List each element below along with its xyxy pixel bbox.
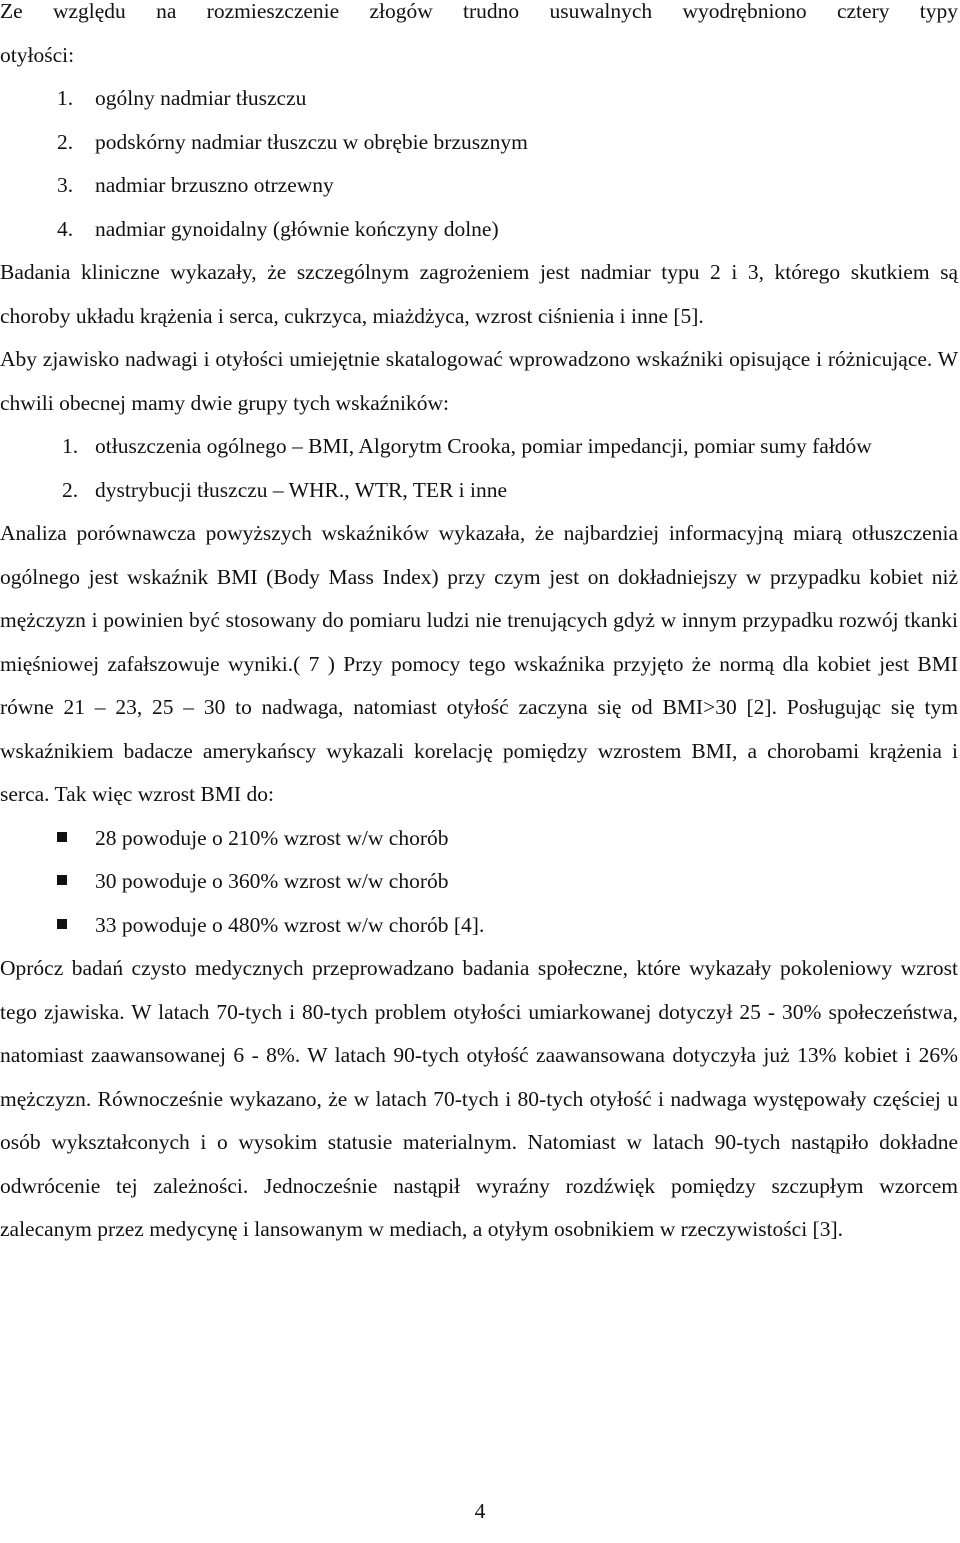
list-text: 33 powoduje o 480% wzrost w/w chorób [4]. bbox=[95, 912, 485, 937]
list-item bbox=[0, 469, 958, 513]
list-item bbox=[0, 860, 958, 904]
list-number: 1. bbox=[62, 434, 79, 458]
list-item bbox=[0, 121, 958, 165]
list-item bbox=[0, 77, 958, 121]
square-bullet-icon bbox=[0, 860, 95, 904]
bmi-effects-list bbox=[0, 817, 958, 948]
paragraph-social: Oprócz badań czysto medycznych przeprowadzano badania społeczne, które wykazały pokoleniowy wzrost tego zjawiska. W latach 70-tych i 80-tych problem otyłości umiarkowanej dotyczył 25 - 30% społeczeństwa, natomiast zaawansowanej 6 - 8%. W latach 90-tych otyłość zaawansowana dotyczyła już 13% kobiet i 26% mężczyzn. Równocześnie wykazano, że w latach 70-tych i 80-tych otyłość i nadwaga występowały częściej u osób wykształconych i o wysokim statusie materialnym. Natomiast w latach 90-tych nastąpiło dokładne odwrócenie tej zależności. Jednocześnie nastąpił wyraźny rozdźwięk pomiędzy szczupłym wzorcem zalecanym przez medycynę i lansowanym w mediach, a otyłym osobnikiem w rzeczywistości [3]. bbox=[0, 956, 958, 1241]
intro-line-1: Ze względu na rozmieszczenie złogów trudno usuwalnych wyodrębniono cztery typy bbox=[0, 0, 958, 23]
list-item bbox=[0, 904, 958, 948]
indicator-groups-list bbox=[0, 425, 958, 512]
list-number: 3. bbox=[57, 173, 74, 197]
obesity-types-list bbox=[0, 77, 958, 251]
list-item bbox=[0, 208, 958, 252]
list-item bbox=[0, 817, 958, 861]
list-text: ogólny nadmiar tłuszczu bbox=[95, 86, 307, 110]
list-item bbox=[0, 164, 958, 208]
list-number: 2. bbox=[57, 129, 74, 154]
list-text: nadmiar brzuszno otrzewny bbox=[95, 173, 334, 197]
list-text: otłuszczenia ogólnego – BMI, Algorytm Crooka, pomiar impedancji, pomiar sumy fałdów bbox=[95, 434, 872, 458]
list-text: 28 powoduje o 210% wzrost w/w chorób bbox=[95, 825, 449, 850]
paragraph-indicators: Aby zjawisko nadwagi i otyłości umiejętnie skatalogować wprowadzono wskaźniki opisujące i różnicujące. W chwili obecnej mamy dwie grupy tych wskaźników: bbox=[0, 347, 958, 415]
page-number: 4 bbox=[474, 1499, 486, 1523]
paragraph-analysis: Analiza porównawcza powyższych wskaźników wykazała, że najbardziej informacyjną miarą otłuszczenia ogólnego jest wskaźnik BMI (Body Mass Index) przy czym jest on dokładniejszy w przypadku kobiet niż mężczyzn i powinien być stosowany do pomiaru ludzi nie trenujących gdyż w innym przypadku rozwój tkanki mięśniowej zafałszowuje wyniki.( 7 ) Przy pomocy tego wskaźnika przyjęto że normą dla kobiet jest BMI równe 21 – 23, 25 – 30 to nadwaga, natomiast otyłość zaczyna się od BMI>30 [2]. Posługując się tym wskaźnikiem badacze amerykańscy wykazali korelację pomiędzy wzrostem BMI, a chorobami krążenia i serca. Tak więc wzrost BMI do: bbox=[0, 521, 958, 806]
list-number: 1. bbox=[57, 86, 74, 110]
list-number: 2. bbox=[62, 477, 79, 502]
list-text: dystrybucji tłuszczu – WHR., WTR, TER i inne bbox=[95, 477, 508, 502]
list-number: 4. bbox=[57, 216, 74, 241]
square-bullet-icon bbox=[0, 817, 95, 861]
list-item bbox=[0, 425, 958, 469]
list-text: nadmiar gynoidalny (głównie kończyny dolne) bbox=[95, 216, 499, 241]
intro-line-2: otyłości: bbox=[0, 42, 75, 67]
list-text: podskórny nadmiar tłuszczu w obrębie brzusznym bbox=[95, 129, 528, 154]
paragraph-clinical: Badania kliniczne wykazały, że szczególnym zagrożeniem jest nadmiar typu 2 i 3, którego skutkiem są choroby układu krążenia i serca, cukrzyca, miażdżyca, wzrost ciśnienia i inne [5]. bbox=[0, 260, 958, 328]
list-text: 30 powoduje o 360% wzrost w/w chorób bbox=[95, 869, 449, 893]
square-bullet-icon bbox=[0, 904, 95, 948]
